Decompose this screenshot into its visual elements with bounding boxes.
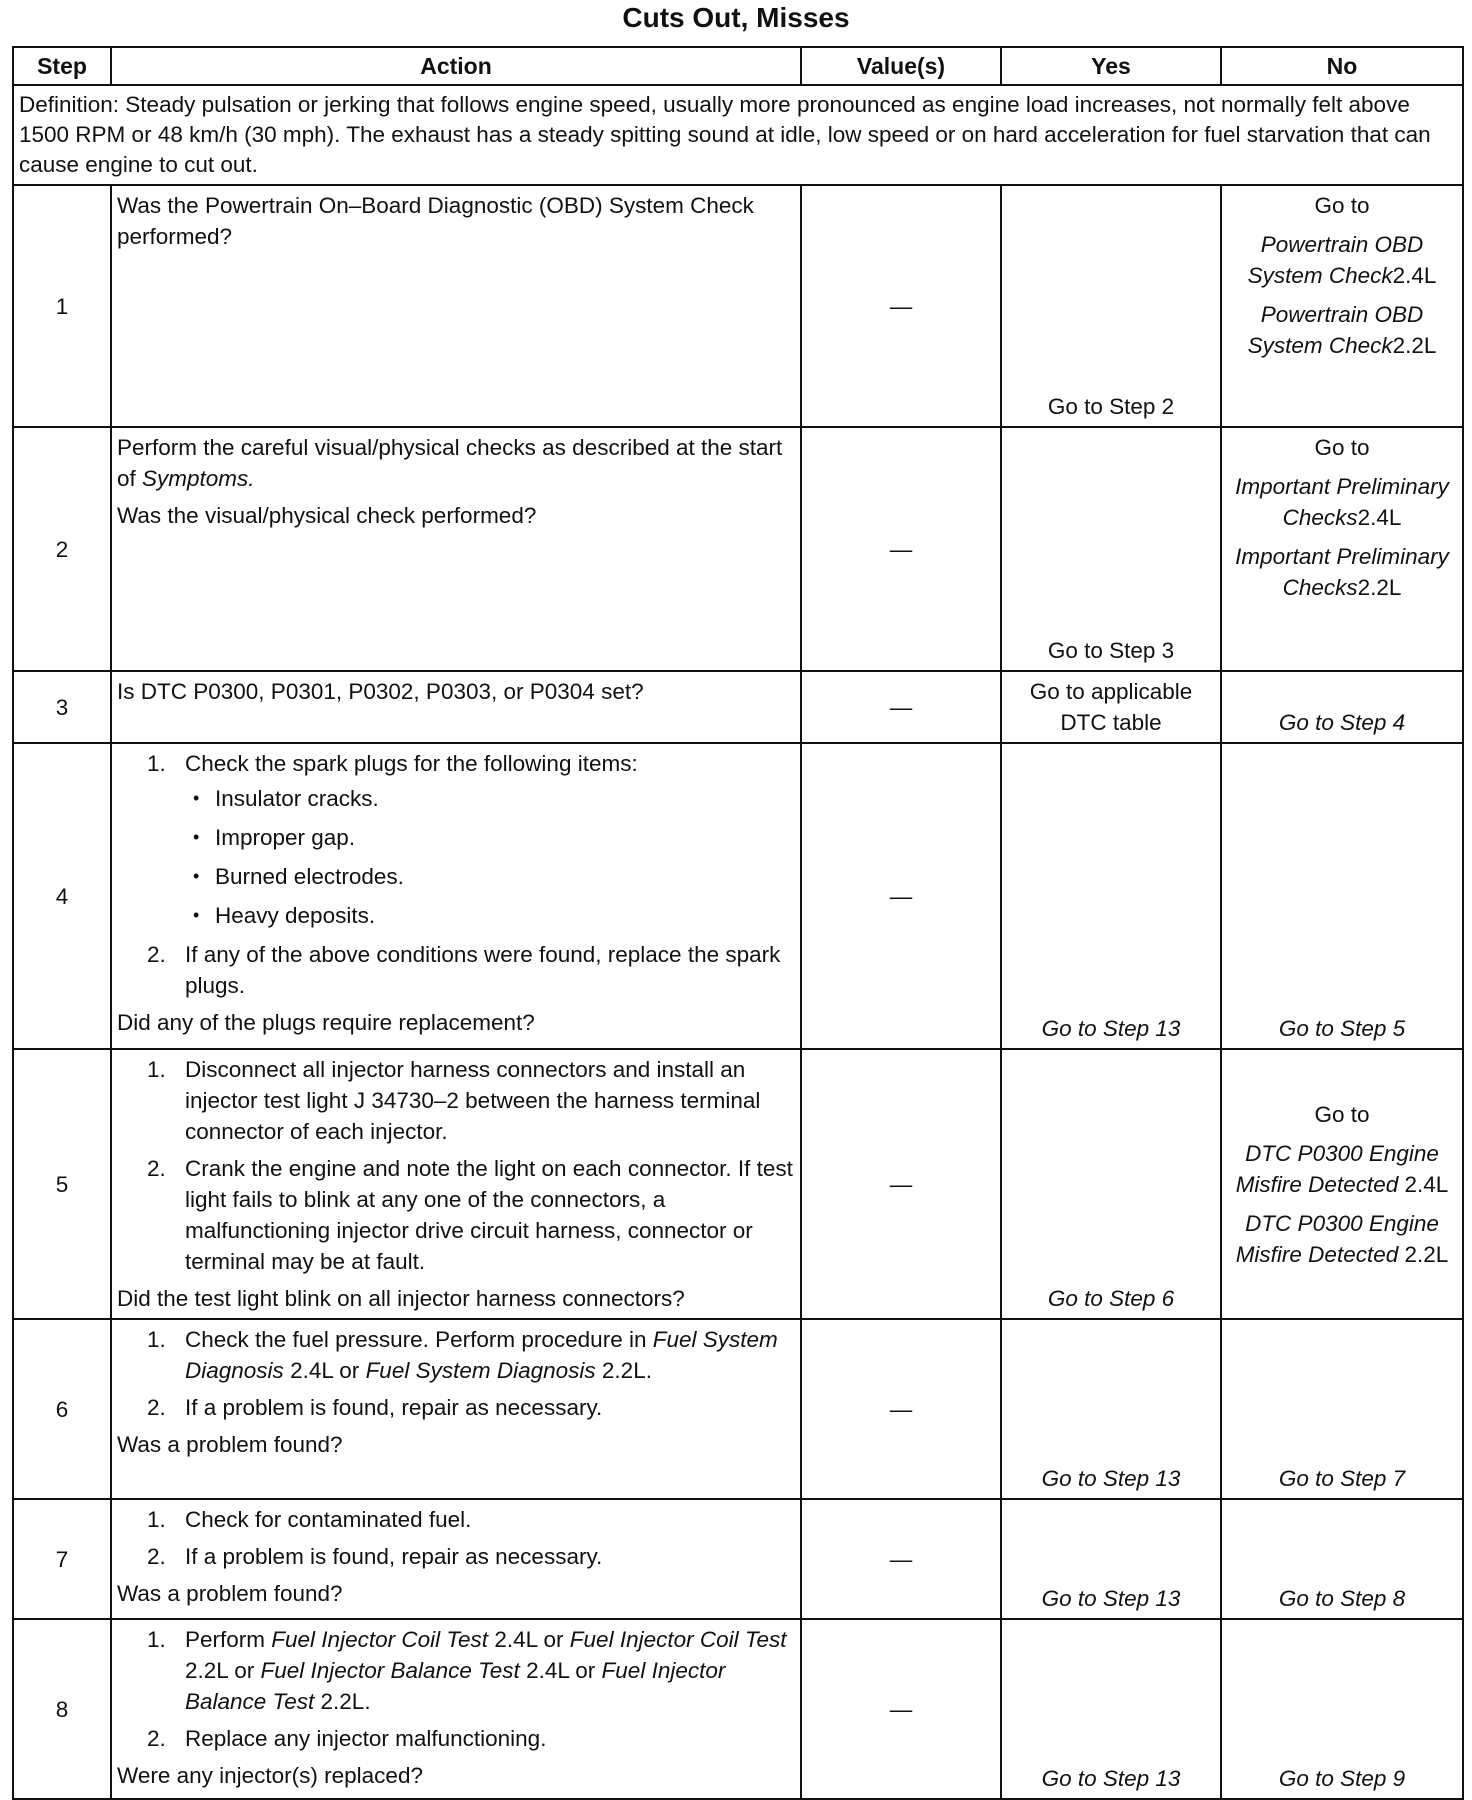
no-link-group xyxy=(1227,541,1457,603)
action-step-number: 2. xyxy=(147,1156,166,1181)
no-link[interactable]: Important Preliminary Checks xyxy=(1235,544,1449,600)
action-step xyxy=(117,1541,795,1572)
bullet-item: • Improper gap. xyxy=(185,822,795,853)
no-link[interactable]: DTC P0300 Engine Misfire Detected xyxy=(1235,1210,1439,1267)
action-cell xyxy=(111,1049,801,1319)
no-link[interactable]: Powertrain OBD System Check xyxy=(1247,232,1424,288)
yes-cell xyxy=(1001,1049,1221,1319)
action-cell xyxy=(111,185,801,427)
action-question: Did the test light blink on all injector harness connectors? xyxy=(117,1286,685,1311)
value-cell: — xyxy=(801,1619,1001,1799)
no-link-suffix: 2.4L xyxy=(1357,505,1402,530)
action-step-text: 2.4L or xyxy=(494,1627,564,1652)
action-step xyxy=(117,1153,795,1277)
action-steps xyxy=(117,1504,795,1572)
action-step-text: 2.4L or xyxy=(526,1658,596,1683)
yes-cell xyxy=(1001,1499,1221,1619)
table-row xyxy=(13,1049,1463,1319)
table-row xyxy=(13,743,1463,1049)
injector-coil-test-link[interactable]: Fuel Injector Coil Test xyxy=(569,1627,787,1652)
action-text-a: Perform the careful visual/physical checks as described at the start of xyxy=(117,435,783,491)
action-question: Were any injector(s) replaced? xyxy=(117,1763,423,1788)
table-row xyxy=(13,185,1463,427)
action-step-text: Disconnect all injector harness connectors and install an injector test light J 34730–2 between the harness terminal connector of each injector. xyxy=(185,1057,761,1144)
no-link-group xyxy=(1227,1208,1457,1270)
injector-balance-test-link[interactable]: Fuel Injector Balance Test xyxy=(185,1658,726,1714)
table-row xyxy=(13,427,1463,671)
no-link-suffix: 2.2L xyxy=(1357,575,1402,600)
yes-text: Go to Step 13 xyxy=(1041,1586,1181,1611)
definition-row xyxy=(13,85,1463,185)
no-cell xyxy=(1221,185,1463,427)
header-row xyxy=(13,47,1463,85)
no-link-suffix: 2.4L xyxy=(1404,1171,1449,1197)
action-step-text: 2.4L or xyxy=(290,1358,360,1383)
action-step xyxy=(117,1054,795,1147)
header-step: Step xyxy=(13,47,111,85)
header-yes: Yes xyxy=(1001,47,1221,85)
table-row xyxy=(13,1319,1463,1499)
action-step-text: Replace any injector malfunctioning. xyxy=(185,1726,547,1751)
action-step-number: 2. xyxy=(147,1395,166,1420)
injector-balance-test-link[interactable]: Fuel Injector Balance Test xyxy=(260,1658,520,1683)
action-cell xyxy=(111,1499,801,1619)
step-number: 6 xyxy=(13,1319,111,1499)
action-steps xyxy=(117,1324,795,1423)
no-cell xyxy=(1221,743,1463,1049)
action-steps xyxy=(117,1624,795,1754)
no-text: Go to Step 5 xyxy=(1278,1016,1406,1041)
value-cell: — xyxy=(801,185,1001,427)
header-values: Value(s) xyxy=(801,47,1001,85)
step-number: 2 xyxy=(13,427,111,671)
action-question: Was the Powertrain On–Board Diagnostic (OBD) System Check performed? xyxy=(117,193,754,249)
value-cell: — xyxy=(801,1499,1001,1619)
fuel-system-diagnosis-link[interactable]: Fuel System Diagnosis xyxy=(185,1327,778,1383)
action-step-number: 1. xyxy=(147,1057,166,1082)
value-cell: — xyxy=(801,1049,1001,1319)
yes-cell: Go to Step 2 xyxy=(1001,185,1221,427)
no-link[interactable]: DTC P0300 Engine Misfire Detected xyxy=(1235,1140,1439,1197)
injector-coil-test-link[interactable]: Fuel Injector Coil Test xyxy=(271,1627,489,1652)
action-step-number: 2. xyxy=(147,1544,166,1569)
no-link-suffix: 2.2L xyxy=(1404,1241,1449,1267)
value-cell: — xyxy=(801,1319,1001,1499)
yes-text: Go to Step 13 xyxy=(1041,1466,1181,1491)
action-step xyxy=(117,1392,795,1423)
action-step-number: 1. xyxy=(147,1627,166,1652)
yes-text: Go to applicable DTC table xyxy=(1029,679,1193,735)
action-cell xyxy=(111,1319,801,1499)
yes-text: Go to Step 13 xyxy=(1041,1016,1181,1041)
action-step xyxy=(117,939,795,1001)
yes-cell xyxy=(1001,1619,1221,1799)
action-step-number: 2. xyxy=(147,942,166,967)
action-step-text: Check for contaminated fuel. xyxy=(185,1507,472,1532)
bullet-item: • Insulator cracks. xyxy=(185,783,795,814)
no-goto: Go to xyxy=(1314,193,1370,218)
no-goto: Go to xyxy=(1314,1101,1370,1127)
action-step xyxy=(117,1504,795,1535)
action-step-text: 2.2L or xyxy=(185,1658,255,1683)
table-row xyxy=(13,671,1463,743)
action-question: Did any of the plugs require replacement? xyxy=(117,1010,535,1035)
diagnostic-table xyxy=(12,46,1464,1800)
no-cell xyxy=(1221,1049,1463,1319)
action-text xyxy=(117,432,795,494)
action-question: Was the visual/physical check performed? xyxy=(117,503,537,528)
action-step-number: 2. xyxy=(147,1726,166,1751)
action-step-text: Check the fuel pressure. Perform procedure in xyxy=(185,1327,647,1352)
no-cell xyxy=(1221,1499,1463,1619)
action-step xyxy=(117,1723,795,1754)
no-link-group xyxy=(1227,299,1457,361)
action-question: Was a problem found? xyxy=(117,1581,343,1606)
action-steps xyxy=(117,748,795,1001)
action-cell xyxy=(111,427,801,671)
action-step-text: Crank the engine and note the light on each connector. If test light fails to blink at any one of the connectors, a malfunctioning injector drive circuit harness, connector or terminal may be at fault. xyxy=(185,1156,793,1274)
no-link-group xyxy=(1227,471,1457,533)
step-number: 7 xyxy=(13,1499,111,1619)
step-number: 3 xyxy=(13,671,111,743)
action-step-text: If any of the above conditions were found, replace the spark plugs. xyxy=(185,942,781,998)
yes-cell: Go to Step 3 xyxy=(1001,427,1221,671)
table-row xyxy=(13,1499,1463,1619)
bullet-item: • Heavy deposits. xyxy=(185,900,795,931)
action-cell xyxy=(111,743,801,1049)
action-step-text: 2.2L. xyxy=(601,1358,652,1383)
header-action: Action xyxy=(111,47,801,85)
action-step xyxy=(117,1624,795,1717)
no-link[interactable]: Important Preliminary Checks xyxy=(1235,474,1449,530)
no-text: Go to Step 8 xyxy=(1278,1586,1406,1611)
action-step-number: 1. xyxy=(147,1507,166,1532)
bullet-item: • Burned electrodes. xyxy=(185,861,795,892)
yes-cell xyxy=(1001,743,1221,1049)
no-cell xyxy=(1221,671,1463,743)
no-text: Go to Step 4 xyxy=(1278,710,1406,735)
step-number: 4 xyxy=(13,743,111,1049)
action-cell xyxy=(111,671,801,743)
step-number: 8 xyxy=(13,1619,111,1799)
step-number: 5 xyxy=(13,1049,111,1319)
action-step-number: 1. xyxy=(147,1327,166,1352)
action-steps xyxy=(117,1054,795,1277)
action-step-text: If a problem is found, repair as necessary. xyxy=(185,1395,603,1420)
fuel-system-diagnosis-link[interactable]: Fuel System Diagnosis xyxy=(365,1358,596,1383)
action-step xyxy=(117,748,795,931)
no-link-suffix: 2.4L xyxy=(1392,263,1437,288)
definition-text: Definition: Steady pulsation or jerking that follows engine speed, usually more pronounced as engine load increases, not normally felt above 1500 RPM or 48 km/h (30 mph). The exhaust has a steady spitting sound at idle, low speed or on hard acceleration for fuel starvation that can cause engine to cut out. xyxy=(13,85,1463,185)
no-text: Go to Step 9 xyxy=(1278,1766,1406,1791)
action-step-number: 1. xyxy=(147,751,166,776)
action-question: Is DTC P0300, P0301, P0302, P0303, or P0304 set? xyxy=(117,679,644,704)
step-number: 1 xyxy=(13,185,111,427)
yes-text: Go to Step 6 xyxy=(1047,1286,1175,1311)
yes-cell xyxy=(1001,1319,1221,1499)
no-cell xyxy=(1221,1319,1463,1499)
action-cell xyxy=(111,1619,801,1799)
no-cell xyxy=(1221,427,1463,671)
action-step xyxy=(117,1324,795,1386)
action-step-text: Perform xyxy=(185,1627,266,1652)
no-goto: Go to xyxy=(1314,435,1370,460)
value-cell: — xyxy=(801,743,1001,1049)
no-link-group xyxy=(1227,1138,1457,1200)
action-step-text: Check the spark plugs for the following items: xyxy=(185,751,638,776)
action-step-text: If a problem is found, repair as necessary. xyxy=(185,1544,603,1569)
no-cell xyxy=(1221,1619,1463,1799)
table-row xyxy=(13,1619,1463,1799)
symptoms-link[interactable]: Symptoms. xyxy=(142,466,255,491)
no-link-group xyxy=(1227,229,1457,291)
yes-text: Go to Step 13 xyxy=(1041,1766,1181,1791)
bullet-list xyxy=(185,783,795,931)
no-text: Go to Step 7 xyxy=(1278,1466,1406,1491)
action-question: Was a problem found? xyxy=(117,1432,343,1457)
header-no: No xyxy=(1221,47,1463,85)
action-step-text: 2.2L. xyxy=(320,1689,371,1714)
yes-cell xyxy=(1001,671,1221,743)
no-link[interactable]: Powertrain OBD System Check xyxy=(1247,302,1424,358)
page-title: Cuts Out, Misses xyxy=(622,2,850,33)
no-link-suffix: 2.2L xyxy=(1392,333,1437,358)
value-cell: — xyxy=(801,427,1001,671)
value-cell: — xyxy=(801,671,1001,743)
